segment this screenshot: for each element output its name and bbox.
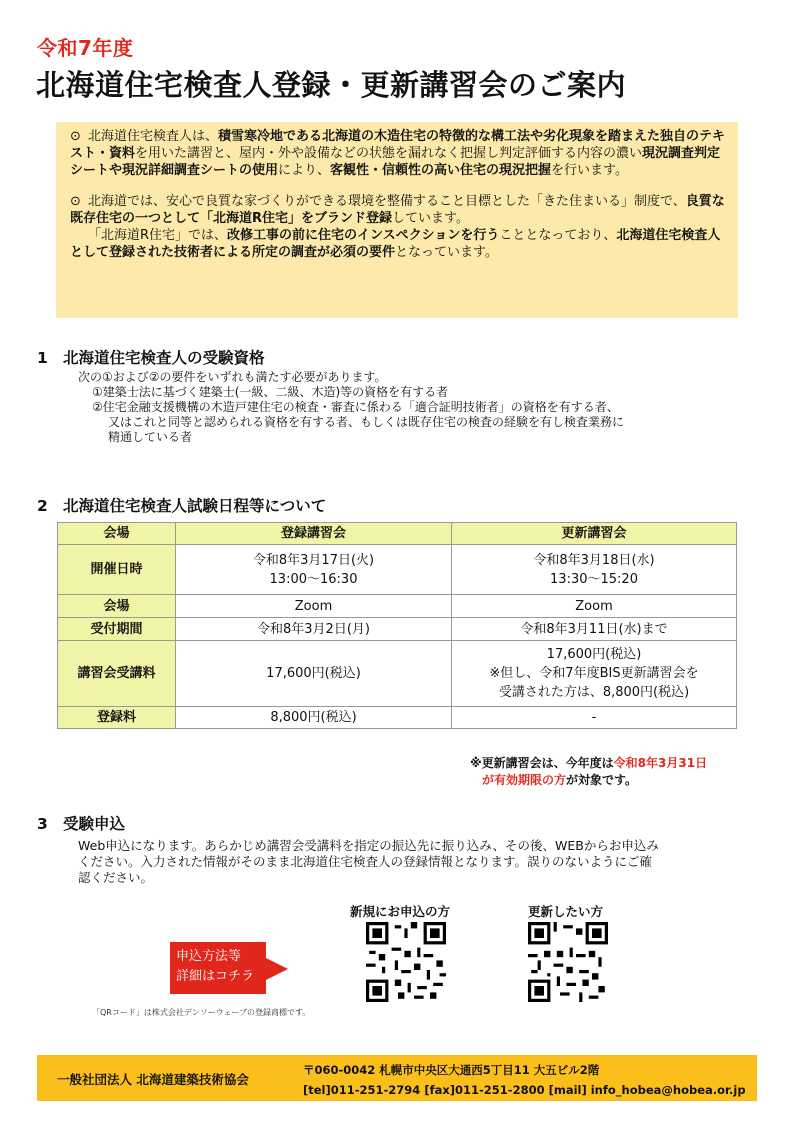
- table-cell: 令和8年3月2日(月): [176, 618, 452, 641]
- qualification-item-2-cont: 又はこれと同等と認められる資格を有する者、もしくは既存住宅の検査の経験を有し検査業務に: [108, 415, 625, 429]
- table-cell: -: [452, 707, 737, 729]
- organization-name: 一般社団法人 北海道建築技術協会: [57, 1072, 249, 1087]
- qr-code-new[interactable]: [366, 922, 446, 1002]
- qr-code-renew[interactable]: [528, 922, 608, 1002]
- table-cell: Zoom: [176, 595, 452, 618]
- table-header-cell: 登録講習会: [176, 523, 452, 545]
- address: 〒060-0042 札幌市中央区大通西5丁目11 大五ビル2階: [303, 1063, 600, 1077]
- circled-dot-icon: ⊙: [70, 194, 81, 209]
- table-header-cell: 会場: [58, 523, 176, 545]
- table-cell: 令和8年3月17日(火) 13:00～16:30: [176, 545, 452, 595]
- footer: [37, 1055, 757, 1101]
- qualification-lead: 次の①および②の要件をいずれも満たす必要があります。: [78, 370, 387, 384]
- row-label: 登録料: [58, 707, 176, 729]
- section-1-heading: 1 北海道住宅検査人の受験資格: [37, 349, 265, 367]
- table-cell: Zoom: [452, 595, 737, 618]
- contact-info: [303, 1060, 746, 1100]
- section-2-heading: 2 北海道住宅検査人試験日程等について: [37, 497, 327, 515]
- renewal-note: ※更新講習会は、今年度は令和8年3月31日 が有効期限の方が対象です。: [470, 756, 708, 787]
- table-cell: 17,600円(税込) ※但し、令和7年度BIS更新講習会を 受講された方は、8,800円(税込): [452, 641, 737, 707]
- table-cell: 令和8年3月18日(水) 13:30～15:20: [452, 545, 737, 595]
- table-header-cell: 更新講習会: [452, 523, 737, 545]
- section-3-heading: 3 受験申込: [37, 815, 126, 833]
- application-text: Web申込になります。あらかじめ講習会受講料を指定の振込先に振り込み、その後、WEBからお申込み ください。入力された情報がそのまま北海道住宅検査人の登録情報となります。誤りのないようにご確 認ください。: [78, 838, 659, 885]
- qr-new-label: 新規にお申込の方: [350, 904, 451, 919]
- qualification-list: [78, 370, 738, 445]
- table-cell: 令和8年3月11日(水)まで: [452, 618, 737, 641]
- table-cell: 17,600円(税込): [176, 641, 452, 707]
- qualification-item-1: ①建築士法に基づく建築士(一級、二級、木造)等の資格を有する者: [92, 385, 449, 399]
- table-row: [58, 618, 737, 641]
- table-header-row: [58, 523, 737, 545]
- intro-paragraph-1: ⊙ 北海道住宅検査人は、積雪寒冷地である北海道の木造住宅の特徴的な構工法や劣化現象を踏まえた独自のテキスト・資料を用いた講習と、屋内・外や設備などの状態を漏れなく把握し判定評価する内容の濃い現況調査判定シートや現況詳細調査シートの使用により、客観性・信頼性の高い住宅の現況把握を行います。: [70, 129, 726, 178]
- qualification-item-2-cont2: 精通している者: [108, 430, 193, 444]
- intro-paragraph-3: 「北海道R住宅」では、改修工事の前に住宅のインスペクションを行うこととなっており、北海道住宅検査人として登録された技術者による所定の調査が必須の要件となっています。: [70, 228, 721, 260]
- table-row: [58, 545, 737, 595]
- table-row: [58, 707, 737, 729]
- circled-dot-icon: ⊙: [70, 129, 81, 144]
- row-label: 受付期間: [58, 618, 176, 641]
- table-row: [58, 641, 737, 707]
- application-details-button[interactable]: 申込方法等 詳細はコチラ: [170, 942, 266, 994]
- table-cell: 8,800円(税込): [176, 707, 452, 729]
- schedule-table: [57, 522, 737, 729]
- row-label: 講習会受講料: [58, 641, 176, 707]
- row-label: 会場: [58, 595, 176, 618]
- row-label: 開催日時: [58, 545, 176, 595]
- trademark-note: 「QRコード」は株式会社デンソーウェーブの登録商標です。: [92, 1008, 311, 1017]
- year-label: 令和7年度: [37, 36, 134, 60]
- qualification-item-2: ②住宅金融支援機構の木造戸建住宅の検査・審査に係わる「適合証明技術者」の資格を有する者、: [92, 400, 619, 414]
- page-title: 北海道住宅検査人登録・更新講習会のご案内: [36, 68, 627, 102]
- contact-line: [tel]011-251-2794 [fax]011-251-2800 [mail] info_hobea@hobea.or.jp: [303, 1083, 746, 1097]
- table-row: [58, 595, 737, 618]
- intro-box: [56, 122, 738, 318]
- arrow-right-icon: [266, 958, 288, 980]
- intro-paragraph-2: ⊙ 北海道では、安心で良質な家づくりができる環境を整備すること目標とした「きた住まいる」制度で、良質な既存住宅の一つとして「北海道R住宅」をブランド登録しています。: [70, 194, 725, 226]
- qr-renew-label: 更新したい方: [528, 904, 604, 919]
